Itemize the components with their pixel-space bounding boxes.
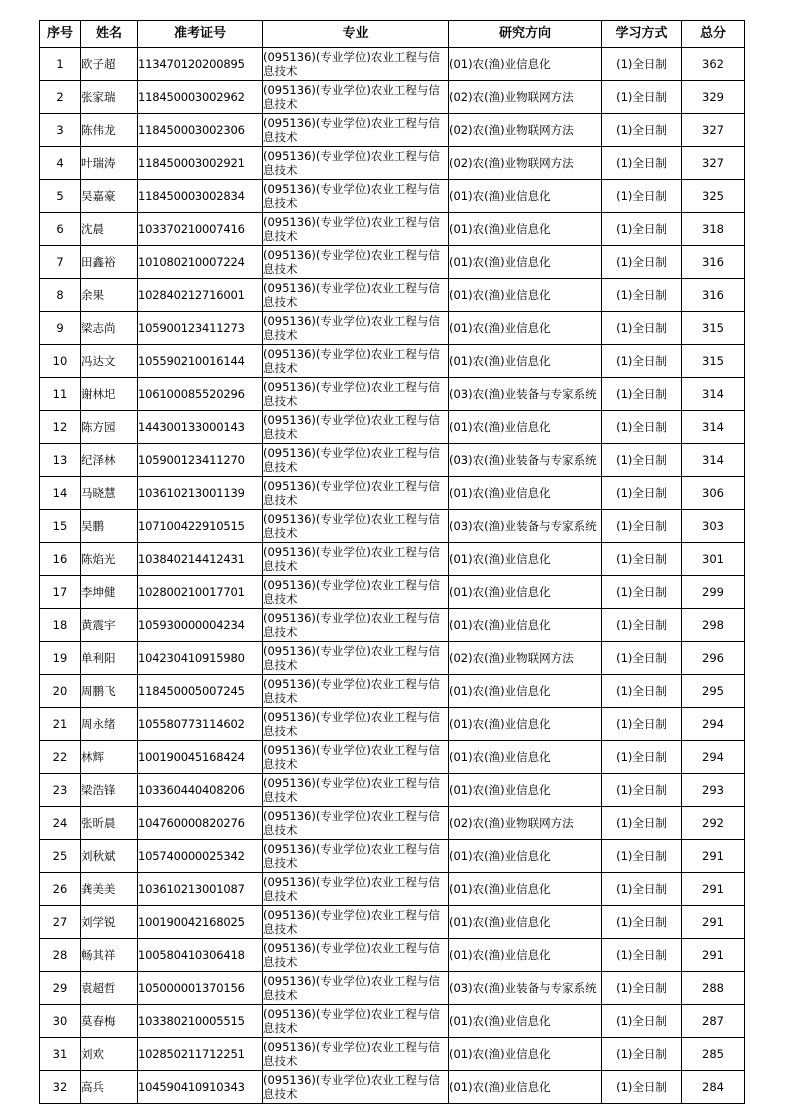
cell-total-score: 291 <box>682 873 745 906</box>
cell-direction: (01)农(渔)业信息化 <box>449 774 602 807</box>
cell-direction: (01)农(渔)业信息化 <box>449 543 602 576</box>
table-row <box>40 114 745 147</box>
header-major: 专业 <box>263 21 449 48</box>
cell-direction: (01)农(渔)业信息化 <box>449 708 602 741</box>
cell-exam-id: 118450005007245 <box>138 675 263 708</box>
cell-exam-id: 105000001370156 <box>138 972 263 1005</box>
cell-direction: (01)农(渔)业信息化 <box>449 279 602 312</box>
cell-exam-id: 103380210005515 <box>138 1005 263 1038</box>
cell-total-score: 314 <box>682 411 745 444</box>
header-row <box>40 21 745 48</box>
cell-direction: (02)农(渔)业物联网方法 <box>449 147 602 180</box>
cell-exam-id: 118450003002306 <box>138 114 263 147</box>
cell-total-score: 314 <box>682 378 745 411</box>
cell-total-score: 315 <box>682 312 745 345</box>
cell-major: (095136)(专业学位)农业工程与信息技术 <box>263 444 449 477</box>
cell-study-mode: (1)全日制 <box>602 543 682 576</box>
cell-major: (095136)(专业学位)农业工程与信息技术 <box>263 609 449 642</box>
cell-major: (095136)(专业学位)农业工程与信息技术 <box>263 873 449 906</box>
cell-name: 林辉 <box>81 741 138 774</box>
cell-no: 21 <box>40 708 81 741</box>
cell-direction: (01)农(渔)业信息化 <box>449 213 602 246</box>
cell-exam-id: 118450003002921 <box>138 147 263 180</box>
table-row <box>40 708 745 741</box>
table-row <box>40 840 745 873</box>
cell-major: (095136)(专业学位)农业工程与信息技术 <box>263 741 449 774</box>
cell-no: 8 <box>40 279 81 312</box>
roster-body <box>40 48 745 1104</box>
cell-exam-id: 103370210007416 <box>138 213 263 246</box>
cell-no: 16 <box>40 543 81 576</box>
cell-name: 张家瑞 <box>81 81 138 114</box>
table-row <box>40 48 745 81</box>
cell-major: (095136)(专业学位)农业工程与信息技术 <box>263 246 449 279</box>
cell-study-mode: (1)全日制 <box>602 708 682 741</box>
cell-total-score: 293 <box>682 774 745 807</box>
cell-total-score: 318 <box>682 213 745 246</box>
cell-direction: (01)农(渔)业信息化 <box>449 741 602 774</box>
cell-exam-id: 105900123411270 <box>138 444 263 477</box>
table-row <box>40 411 745 444</box>
cell-direction: (01)农(渔)业信息化 <box>449 477 602 510</box>
cell-no: 29 <box>40 972 81 1005</box>
cell-study-mode: (1)全日制 <box>602 642 682 675</box>
cell-total-score: 287 <box>682 1005 745 1038</box>
cell-direction: (03)农(渔)业装备与专家系统 <box>449 378 602 411</box>
cell-total-score: 314 <box>682 444 745 477</box>
cell-major: (095136)(专业学位)农业工程与信息技术 <box>263 576 449 609</box>
cell-name: 黄震宇 <box>81 609 138 642</box>
cell-name: 马晓慧 <box>81 477 138 510</box>
cell-major: (095136)(专业学位)农业工程与信息技术 <box>263 642 449 675</box>
cell-exam-id: 102800210017701 <box>138 576 263 609</box>
cell-no: 15 <box>40 510 81 543</box>
cell-major: (095136)(专业学位)农业工程与信息技术 <box>263 1038 449 1071</box>
cell-no: 31 <box>40 1038 81 1071</box>
table-row <box>40 741 745 774</box>
cell-direction: (01)农(渔)业信息化 <box>449 1038 602 1071</box>
cell-no: 4 <box>40 147 81 180</box>
cell-study-mode: (1)全日制 <box>602 741 682 774</box>
header-total-score: 总分 <box>682 21 745 48</box>
cell-no: 11 <box>40 378 81 411</box>
cell-exam-id: 105930000004234 <box>138 609 263 642</box>
cell-total-score: 291 <box>682 840 745 873</box>
cell-direction: (03)农(渔)业装备与专家系统 <box>449 444 602 477</box>
cell-study-mode: (1)全日制 <box>602 246 682 279</box>
cell-study-mode: (1)全日制 <box>602 444 682 477</box>
cell-name: 陈方园 <box>81 411 138 444</box>
header-direction: 研究方向 <box>449 21 602 48</box>
table-row <box>40 213 745 246</box>
cell-major: (095136)(专业学位)农业工程与信息技术 <box>263 378 449 411</box>
cell-no: 5 <box>40 180 81 213</box>
cell-name: 梁志尚 <box>81 312 138 345</box>
table-row <box>40 576 745 609</box>
table-row <box>40 1038 745 1071</box>
cell-major: (095136)(专业学位)农业工程与信息技术 <box>263 1071 449 1104</box>
cell-total-score: 315 <box>682 345 745 378</box>
cell-exam-id: 113470120200895 <box>138 48 263 81</box>
table-row <box>40 675 745 708</box>
cell-no: 22 <box>40 741 81 774</box>
cell-no: 6 <box>40 213 81 246</box>
cell-name: 畅其祥 <box>81 939 138 972</box>
cell-name: 吴嘉豪 <box>81 180 138 213</box>
cell-name: 梁浩锋 <box>81 774 138 807</box>
cell-name: 田鑫裕 <box>81 246 138 279</box>
cell-direction: (01)农(渔)业信息化 <box>449 675 602 708</box>
cell-study-mode: (1)全日制 <box>602 180 682 213</box>
cell-study-mode: (1)全日制 <box>602 213 682 246</box>
cell-no: 2 <box>40 81 81 114</box>
cell-exam-id: 103840214412431 <box>138 543 263 576</box>
cell-direction: (01)农(渔)业信息化 <box>449 312 602 345</box>
cell-study-mode: (1)全日制 <box>602 48 682 81</box>
cell-total-score: 285 <box>682 1038 745 1071</box>
cell-direction: (02)农(渔)业物联网方法 <box>449 807 602 840</box>
cell-total-score: 294 <box>682 708 745 741</box>
cell-name: 余果 <box>81 279 138 312</box>
cell-major: (095136)(专业学位)农业工程与信息技术 <box>263 411 449 444</box>
cell-direction: (01)农(渔)业信息化 <box>449 873 602 906</box>
cell-no: 32 <box>40 1071 81 1104</box>
cell-name: 张昕晨 <box>81 807 138 840</box>
header-name: 姓名 <box>81 21 138 48</box>
cell-total-score: 316 <box>682 279 745 312</box>
cell-major: (095136)(专业学位)农业工程与信息技术 <box>263 345 449 378</box>
cell-exam-id: 103610213001087 <box>138 873 263 906</box>
header-no: 序号 <box>40 21 81 48</box>
cell-name: 李坤健 <box>81 576 138 609</box>
cell-total-score: 284 <box>682 1071 745 1104</box>
cell-name: 欧子超 <box>81 48 138 81</box>
table-row <box>40 1071 745 1104</box>
cell-name: 龚美美 <box>81 873 138 906</box>
cell-name: 高兵 <box>81 1071 138 1104</box>
cell-direction: (01)农(渔)业信息化 <box>449 48 602 81</box>
cell-total-score: 291 <box>682 939 745 972</box>
cell-no: 9 <box>40 312 81 345</box>
cell-total-score: 298 <box>682 609 745 642</box>
cell-total-score: 327 <box>682 114 745 147</box>
cell-direction: (01)农(渔)业信息化 <box>449 906 602 939</box>
cell-direction: (03)农(渔)业装备与专家系统 <box>449 972 602 1005</box>
cell-name: 刘秋斌 <box>81 840 138 873</box>
cell-major: (095136)(专业学位)农业工程与信息技术 <box>263 213 449 246</box>
cell-direction: (01)农(渔)业信息化 <box>449 180 602 213</box>
cell-no: 24 <box>40 807 81 840</box>
cell-major: (095136)(专业学位)农业工程与信息技术 <box>263 510 449 543</box>
header-exam-id: 准考证号 <box>138 21 263 48</box>
cell-name: 刘学锐 <box>81 906 138 939</box>
cell-no: 23 <box>40 774 81 807</box>
cell-major: (095136)(专业学位)农业工程与信息技术 <box>263 774 449 807</box>
cell-total-score: 295 <box>682 675 745 708</box>
cell-total-score: 296 <box>682 642 745 675</box>
cell-exam-id: 105590210016144 <box>138 345 263 378</box>
cell-major: (095136)(专业学位)农业工程与信息技术 <box>263 972 449 1005</box>
cell-no: 27 <box>40 906 81 939</box>
cell-exam-id: 103610213001139 <box>138 477 263 510</box>
cell-name: 周鹏飞 <box>81 675 138 708</box>
cell-major: (095136)(专业学位)农业工程与信息技术 <box>263 675 449 708</box>
cell-name: 莫春梅 <box>81 1005 138 1038</box>
cell-study-mode: (1)全日制 <box>602 510 682 543</box>
cell-name: 刘欢 <box>81 1038 138 1071</box>
cell-name: 袁超哲 <box>81 972 138 1005</box>
cell-name: 叶瑞涛 <box>81 147 138 180</box>
cell-no: 18 <box>40 609 81 642</box>
table-row <box>40 906 745 939</box>
cell-study-mode: (1)全日制 <box>602 114 682 147</box>
cell-no: 14 <box>40 477 81 510</box>
cell-direction: (01)农(渔)业信息化 <box>449 840 602 873</box>
cell-study-mode: (1)全日制 <box>602 576 682 609</box>
cell-no: 30 <box>40 1005 81 1038</box>
table-row <box>40 543 745 576</box>
cell-exam-id: 105740000025342 <box>138 840 263 873</box>
cell-total-score: 301 <box>682 543 745 576</box>
cell-no: 20 <box>40 675 81 708</box>
cell-exam-id: 118450003002834 <box>138 180 263 213</box>
cell-study-mode: (1)全日制 <box>602 675 682 708</box>
cell-study-mode: (1)全日制 <box>602 1038 682 1071</box>
cell-major: (095136)(专业学位)农业工程与信息技术 <box>263 180 449 213</box>
cell-no: 28 <box>40 939 81 972</box>
cell-direction: (01)农(渔)业信息化 <box>449 411 602 444</box>
table-row <box>40 939 745 972</box>
cell-total-score: 362 <box>682 48 745 81</box>
cell-major: (095136)(专业学位)农业工程与信息技术 <box>263 477 449 510</box>
table-row <box>40 444 745 477</box>
cell-no: 19 <box>40 642 81 675</box>
cell-direction: (02)农(渔)业物联网方法 <box>449 114 602 147</box>
cell-total-score: 292 <box>682 807 745 840</box>
cell-major: (095136)(专业学位)农业工程与信息技术 <box>263 114 449 147</box>
table-row <box>40 774 745 807</box>
table-row <box>40 81 745 114</box>
cell-exam-id: 100190042168025 <box>138 906 263 939</box>
cell-study-mode: (1)全日制 <box>602 147 682 180</box>
cell-study-mode: (1)全日制 <box>602 939 682 972</box>
cell-study-mode: (1)全日制 <box>602 774 682 807</box>
cell-no: 7 <box>40 246 81 279</box>
cell-major: (095136)(专业学位)农业工程与信息技术 <box>263 1005 449 1038</box>
cell-total-score: 306 <box>682 477 745 510</box>
cell-exam-id: 103360440408206 <box>138 774 263 807</box>
table-row <box>40 477 745 510</box>
cell-no: 25 <box>40 840 81 873</box>
table-row <box>40 147 745 180</box>
cell-study-mode: (1)全日制 <box>602 477 682 510</box>
cell-study-mode: (1)全日制 <box>602 609 682 642</box>
cell-no: 3 <box>40 114 81 147</box>
table-row <box>40 972 745 1005</box>
cell-total-score: 299 <box>682 576 745 609</box>
cell-study-mode: (1)全日制 <box>602 972 682 1005</box>
cell-direction: (01)农(渔)业信息化 <box>449 1005 602 1038</box>
cell-exam-id: 104760000820276 <box>138 807 263 840</box>
cell-total-score: 291 <box>682 906 745 939</box>
cell-direction: (01)农(渔)业信息化 <box>449 939 602 972</box>
cell-direction: (03)农(渔)业装备与专家系统 <box>449 510 602 543</box>
table-row <box>40 312 745 345</box>
cell-exam-id: 100580410306418 <box>138 939 263 972</box>
cell-exam-id: 104590410910343 <box>138 1071 263 1104</box>
cell-major: (095136)(专业学位)农业工程与信息技术 <box>263 906 449 939</box>
cell-direction: (01)农(渔)业信息化 <box>449 345 602 378</box>
cell-major: (095136)(专业学位)农业工程与信息技术 <box>263 81 449 114</box>
cell-study-mode: (1)全日制 <box>602 378 682 411</box>
table-row <box>40 378 745 411</box>
cell-direction: (02)农(渔)业物联网方法 <box>449 81 602 114</box>
cell-no: 13 <box>40 444 81 477</box>
cell-total-score: 294 <box>682 741 745 774</box>
table-row <box>40 345 745 378</box>
cell-exam-id: 106100085520296 <box>138 378 263 411</box>
cell-direction: (01)农(渔)业信息化 <box>449 246 602 279</box>
cell-study-mode: (1)全日制 <box>602 840 682 873</box>
cell-total-score: 327 <box>682 147 745 180</box>
cell-study-mode: (1)全日制 <box>602 345 682 378</box>
cell-name: 周永绪 <box>81 708 138 741</box>
cell-major: (095136)(专业学位)农业工程与信息技术 <box>263 312 449 345</box>
cell-exam-id: 100190045168424 <box>138 741 263 774</box>
table-row <box>40 510 745 543</box>
cell-study-mode: (1)全日制 <box>602 1071 682 1104</box>
cell-total-score: 303 <box>682 510 745 543</box>
cell-major: (095136)(专业学位)农业工程与信息技术 <box>263 939 449 972</box>
cell-direction: (02)农(渔)业物联网方法 <box>449 642 602 675</box>
cell-study-mode: (1)全日制 <box>602 873 682 906</box>
cell-total-score: 288 <box>682 972 745 1005</box>
cell-exam-id: 105900123411273 <box>138 312 263 345</box>
cell-major: (095136)(专业学位)农业工程与信息技术 <box>263 840 449 873</box>
cell-major: (095136)(专业学位)农业工程与信息技术 <box>263 147 449 180</box>
table-row <box>40 873 745 906</box>
cell-no: 10 <box>40 345 81 378</box>
header-study-mode: 学习方式 <box>602 21 682 48</box>
cell-no: 12 <box>40 411 81 444</box>
table-row <box>40 279 745 312</box>
cell-name: 陈伟龙 <box>81 114 138 147</box>
cell-exam-id: 144300133000143 <box>138 411 263 444</box>
table-row <box>40 246 745 279</box>
cell-no: 1 <box>40 48 81 81</box>
cell-study-mode: (1)全日制 <box>602 81 682 114</box>
cell-name: 纪泽林 <box>81 444 138 477</box>
cell-major: (095136)(专业学位)农业工程与信息技术 <box>263 48 449 81</box>
cell-exam-id: 102850211712251 <box>138 1038 263 1071</box>
cell-major: (095136)(专业学位)农业工程与信息技术 <box>263 543 449 576</box>
cell-total-score: 329 <box>682 81 745 114</box>
admission-roster-table <box>39 20 745 1104</box>
cell-direction: (01)农(渔)业信息化 <box>449 576 602 609</box>
cell-exam-id: 101080210007224 <box>138 246 263 279</box>
cell-exam-id: 107100422910515 <box>138 510 263 543</box>
cell-major: (095136)(专业学位)农业工程与信息技术 <box>263 708 449 741</box>
cell-exam-id: 104230410915980 <box>138 642 263 675</box>
table-row <box>40 1005 745 1038</box>
cell-exam-id: 102840212716001 <box>138 279 263 312</box>
cell-total-score: 325 <box>682 180 745 213</box>
cell-no: 26 <box>40 873 81 906</box>
cell-name: 沈晨 <box>81 213 138 246</box>
cell-study-mode: (1)全日制 <box>602 906 682 939</box>
table-row <box>40 609 745 642</box>
cell-exam-id: 105580773114602 <box>138 708 263 741</box>
cell-major: (095136)(专业学位)农业工程与信息技术 <box>263 807 449 840</box>
cell-name: 冯达文 <box>81 345 138 378</box>
cell-name: 单利阳 <box>81 642 138 675</box>
cell-name: 陈焰光 <box>81 543 138 576</box>
cell-direction: (01)农(渔)业信息化 <box>449 609 602 642</box>
cell-study-mode: (1)全日制 <box>602 411 682 444</box>
cell-total-score: 316 <box>682 246 745 279</box>
table-row <box>40 180 745 213</box>
cell-study-mode: (1)全日制 <box>602 279 682 312</box>
cell-name: 谢林圯 <box>81 378 138 411</box>
cell-name: 吴鹏 <box>81 510 138 543</box>
cell-study-mode: (1)全日制 <box>602 1005 682 1038</box>
table-row <box>40 807 745 840</box>
cell-no: 17 <box>40 576 81 609</box>
cell-major: (095136)(专业学位)农业工程与信息技术 <box>263 279 449 312</box>
table-row <box>40 642 745 675</box>
cell-study-mode: (1)全日制 <box>602 807 682 840</box>
cell-study-mode: (1)全日制 <box>602 312 682 345</box>
cell-exam-id: 118450003002962 <box>138 81 263 114</box>
cell-direction: (01)农(渔)业信息化 <box>449 1071 602 1104</box>
